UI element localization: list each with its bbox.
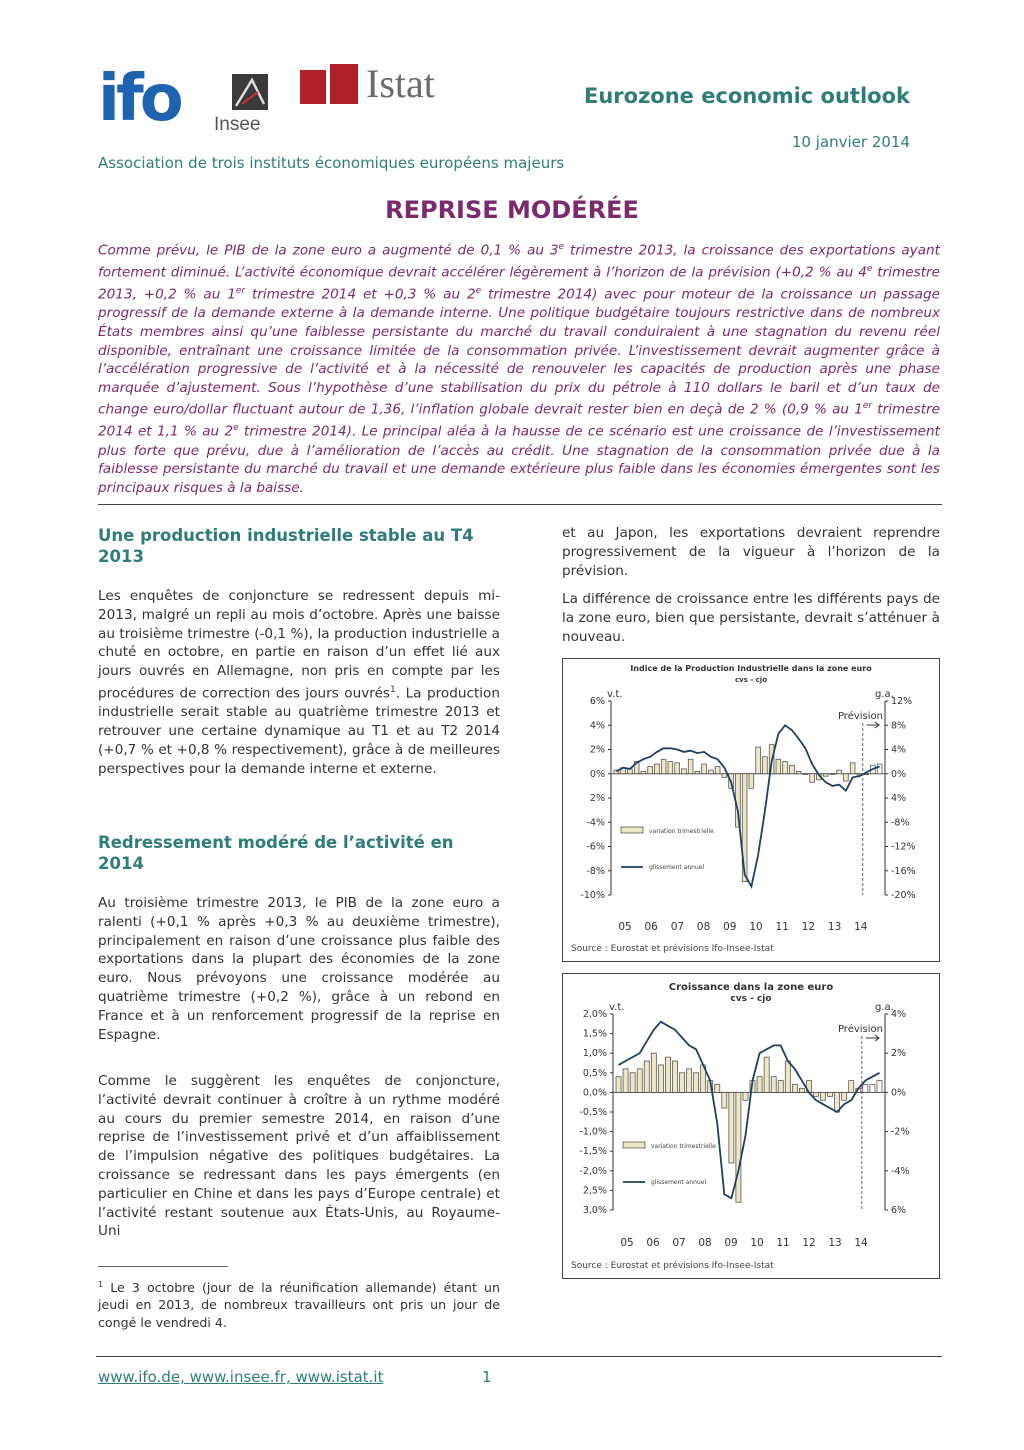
chart-title: Croissance dans la zone euro bbox=[668, 982, 834, 993]
x-tick-label: 13 bbox=[827, 921, 842, 933]
right-tick-label: -16% bbox=[891, 865, 916, 877]
left-tick-label: -6% bbox=[586, 841, 605, 853]
chart-industrial-production-svg bbox=[563, 659, 939, 961]
bar bbox=[695, 771, 700, 773]
right-tick-label: 4% bbox=[891, 744, 907, 756]
legend-bar-label: variation trimestrielle bbox=[651, 1143, 716, 1150]
bar bbox=[803, 774, 808, 775]
x-tick-label: 07 bbox=[670, 921, 685, 933]
bar bbox=[764, 1057, 769, 1092]
right-tick-label: 12% bbox=[891, 696, 913, 707]
left-axis-label: v.t. bbox=[607, 689, 623, 700]
bar bbox=[675, 763, 680, 774]
bar bbox=[687, 1069, 692, 1093]
x-tick-label: 12 bbox=[801, 921, 816, 933]
istat-logo-mark bbox=[300, 64, 358, 104]
abstract: Comme prévu, le PIB de la zone euro a augmenté de 0,1 % au 3e trimestre 2013, la croissance des exportations ayant fortement diminué. L’activité économique devrait accélérer légèrement à l’horizon de la prévision (+0,2 % au 4e trimestre 2013, +0,2 % au 1er trimestre 2014 et +0,3 % au 2e trimestre 2014) avec pour moteur de la croissance un passage progressif de la demande externe à la demande interne. Une politique budgétaire toujours restrictive dans de nombreux États membres ainsi qu’une faiblesse persistante du marché du travail conduiraient à une stagnation du revenu réel disponible, entraînant une croissance limitée de la consommation privée. L’investissement devrait augmenter grâce à l’accélération progressive de l’activité et à la nécessité de renouveler les capacités de production après une phase marquée d’ajustement. Sous l’hypothèse d’une stabilisation du prix du pétrole à 110 dollars le baril et d’un taux de change euro/dollar fluctuant autour de 1,36, l’inflation globale devrait rester bien en deçà de 2 % (0,9 % au 1er trimestre 2014 et 1,1 % au 2e trimestre 2014). Le principal aléa à la hausse de ce scénario est une croissance de l’investissement plus forte que prévu, due à l’amélioration de l’accès au crédit. Une stagnation de la consommation privée due à la faiblesse persistante du marché du travail et une demande extérieure plus faible dans les économies émergentes sont les principaux risques à la baisse. bbox=[98, 242, 940, 496]
left-tick-label: 1,5% bbox=[582, 1028, 607, 1040]
bar bbox=[644, 1061, 649, 1092]
series-line bbox=[619, 1022, 880, 1198]
main-title: REPRISE MODÉRÉE bbox=[385, 196, 639, 224]
right-tick-label: 4% bbox=[891, 793, 907, 804]
bar bbox=[682, 769, 687, 774]
bar bbox=[661, 759, 666, 774]
left-tick-label: -4% bbox=[586, 817, 605, 829]
right-tick-label: 8% bbox=[891, 720, 907, 732]
bar bbox=[743, 1092, 748, 1100]
bar bbox=[715, 1085, 720, 1093]
bar bbox=[877, 1081, 882, 1093]
publication-title: Eurozone economic outlook bbox=[583, 84, 910, 108]
left-tick-label: 2,5% bbox=[582, 1185, 607, 1197]
bar bbox=[792, 1085, 797, 1093]
bar bbox=[623, 1069, 628, 1093]
bar bbox=[785, 1061, 790, 1092]
istat-logo bbox=[300, 62, 450, 106]
left-tick-label: -1,0% bbox=[579, 1126, 607, 1138]
chart-subtitle: cvs - cjo bbox=[730, 994, 772, 1004]
bar bbox=[651, 1053, 656, 1092]
right-tick-label: -8% bbox=[891, 817, 910, 829]
series-line bbox=[616, 725, 879, 886]
footer-links[interactable]: www.ifo.de, www.insee.fr, www.istat.it bbox=[98, 1368, 384, 1386]
x-tick-label: 08 bbox=[696, 921, 711, 933]
footnote-ref[interactable]: 1 bbox=[390, 684, 396, 695]
bar bbox=[658, 1065, 663, 1092]
bar bbox=[694, 1073, 699, 1093]
x-tick-label: 07 bbox=[672, 1237, 686, 1249]
right-tick-label: 0% bbox=[891, 1087, 907, 1099]
bar bbox=[849, 1081, 854, 1093]
right-tick-label: 6% bbox=[891, 1205, 907, 1216]
bar bbox=[821, 1092, 826, 1100]
bar bbox=[736, 1092, 741, 1202]
left-tick-label: 2% bbox=[589, 744, 605, 756]
bar bbox=[850, 763, 855, 774]
x-tick-label: 05 bbox=[618, 921, 632, 933]
section-divider bbox=[98, 504, 942, 505]
chart-gdp-growth-svg bbox=[563, 974, 939, 1278]
left-tick-label: -1,5% bbox=[579, 1146, 607, 1158]
forecast-label: Prévision bbox=[837, 711, 883, 722]
ifo-logo bbox=[98, 62, 184, 128]
left-tick-label: 3,0% bbox=[582, 1205, 607, 1216]
bar bbox=[637, 1069, 642, 1093]
legend-line-label: glissement annuel bbox=[651, 1179, 707, 1186]
x-tick-label: 09 bbox=[724, 1237, 738, 1249]
left-tick-label: -8% bbox=[586, 865, 605, 877]
right-tick-label: -2% bbox=[891, 1126, 910, 1138]
x-tick-label: 06 bbox=[644, 921, 658, 933]
bar bbox=[776, 759, 781, 774]
x-tick-label: 14 bbox=[854, 1237, 868, 1249]
bar bbox=[630, 1073, 635, 1093]
bar bbox=[810, 774, 815, 782]
publication-date: 10 janvier 2014 bbox=[791, 133, 910, 151]
paragraph-exports: et au Japon, les exportations devraient reprendre progressivement de la vigueur à l’horizon de la prévision. bbox=[562, 525, 940, 579]
bar bbox=[672, 1061, 677, 1092]
legend-bar-swatch bbox=[623, 1142, 645, 1148]
right-tick-label: 4% bbox=[891, 1009, 907, 1020]
bar bbox=[668, 762, 673, 774]
x-tick-label: 11 bbox=[775, 921, 789, 933]
x-tick-label: 05 bbox=[620, 1237, 634, 1249]
footnote: $^1$ Le 3 octobre (jour de la réunification allemande) étant un jeudi en 2013, de nombreux travailleurs ont pris un jour de congé le vendredi 4. bbox=[98, 1280, 500, 1330]
bar bbox=[709, 770, 714, 774]
x-tick-label: 06 bbox=[646, 1237, 660, 1249]
bar bbox=[870, 1085, 875, 1093]
left-tick-label: -10% bbox=[580, 890, 605, 901]
right-tick-label: -4% bbox=[891, 1165, 910, 1177]
right-tick-label: -12% bbox=[891, 841, 916, 853]
bar bbox=[688, 759, 693, 774]
bar bbox=[665, 1057, 670, 1092]
bar bbox=[830, 774, 835, 775]
association-tagline: Association de trois instituts économiques européens majeurs bbox=[98, 154, 565, 172]
istat-logo-text: Istat bbox=[366, 61, 435, 106]
forecast-arrow bbox=[867, 722, 879, 728]
x-tick-label: 09 bbox=[723, 921, 737, 933]
bar bbox=[722, 1092, 727, 1108]
left-tick-label: 2,0% bbox=[582, 1009, 607, 1020]
left-tick-label: 0% bbox=[589, 768, 605, 780]
bar bbox=[796, 771, 801, 773]
bar bbox=[616, 1077, 621, 1093]
chart-source: Source : Eurostat et prévisions Ifo-Insee-Istat bbox=[571, 944, 774, 954]
x-tick-label: 13 bbox=[828, 1237, 842, 1249]
ifo-logo-graphic bbox=[98, 62, 184, 128]
bar bbox=[783, 762, 788, 774]
paragraph-divergence: La différence de croissance entre les différents pays de la zone euro, bien que persistante, devrait s’atténuer à nouveau. bbox=[562, 591, 940, 645]
paragraph-gdp: Au troisième trimestre 2013, le PIB de la zone euro a ralenti (+0,1 % après +0,3 % au deuxième trimestre), principalement en raison d’une croissance plus faible des exportations dans la plupart des économies de la zone euro. Nous prévoyons une croissance modérée au quatrième trimestre (+0,2 %), grâce à un rebond en France et à un renforcement progressif de la reprise en Espagne. bbox=[98, 895, 500, 1043]
bar bbox=[722, 774, 727, 778]
x-tick-label: 08 bbox=[698, 1237, 712, 1249]
left-tick-label: -2,0% bbox=[579, 1165, 607, 1177]
chart-industrial-production bbox=[562, 658, 940, 962]
left-tick-label: 6% bbox=[589, 696, 605, 707]
right-tick-label: 2% bbox=[891, 1048, 907, 1060]
legend-bar-label: variation trimestrielle bbox=[649, 828, 714, 835]
left-tick-label: 0,0% bbox=[582, 1087, 607, 1099]
bar bbox=[837, 770, 842, 774]
bar bbox=[749, 774, 754, 789]
left-axis-label: v.t. bbox=[609, 1002, 625, 1013]
bar bbox=[679, 1073, 684, 1093]
x-tick-label: 11 bbox=[776, 1237, 790, 1249]
bar bbox=[771, 1077, 776, 1093]
bar bbox=[641, 771, 646, 773]
right-tick-label: -20% bbox=[891, 890, 916, 901]
left-tick-label: 1,0% bbox=[582, 1048, 607, 1060]
bar bbox=[863, 1085, 868, 1093]
chart-gdp-growth bbox=[562, 973, 940, 1279]
footnote-divider bbox=[98, 1266, 228, 1267]
forecast-label: Prévision bbox=[837, 1024, 883, 1035]
x-tick-label: 10 bbox=[749, 921, 763, 933]
legend-bar-swatch bbox=[621, 827, 643, 833]
paragraph-production: Les enquêtes de conjoncture se redressent depuis mi-2013, malgré un repli au mois d’octobre. Après une baisse au troisième trimestre (-0,1 %), la production industrielle a chuté en octobre, en partie en raison d’un effet lié aux jours ouvrés en Allemagne, non pris en compte par les procédures de correction des jours ouvrés$^1$. La production industrielle serait stable au quatrième trimestre 2013 et retrouver une certaine dynamique au T1 et au T2 2014 (+0,7 % et +0,8 % respectivement), grâce à de meilleures perspectives pour la demande interne et externe. bbox=[98, 588, 500, 777]
bar bbox=[648, 766, 653, 773]
left-tick-label: 4% bbox=[589, 720, 605, 732]
forecast-arrow bbox=[866, 1035, 879, 1041]
insee-logo-mark bbox=[232, 74, 268, 110]
bar bbox=[715, 766, 720, 773]
bar bbox=[823, 774, 828, 776]
bar bbox=[844, 774, 849, 781]
legend-line-label: glissement annuel bbox=[649, 864, 705, 871]
left-tick-label: 0,5% bbox=[582, 1067, 607, 1079]
bar bbox=[877, 764, 882, 774]
right-axis-label: g.a. bbox=[875, 689, 894, 700]
footer-divider bbox=[96, 1356, 942, 1357]
x-tick-label: 14 bbox=[854, 921, 868, 933]
right-tick-label: 0% bbox=[891, 768, 907, 780]
chart-title: Indice de la Production Industrielle dans la zone euro bbox=[630, 664, 872, 673]
chart-source: Source : Eurostat et prévisions Ifo-Insee-Istat bbox=[571, 1261, 774, 1271]
x-tick-label: 12 bbox=[802, 1237, 816, 1249]
x-tick-label: 10 bbox=[750, 1237, 764, 1249]
section-heading-activity: Redressement modéré de l’activité en 2014 bbox=[98, 833, 454, 873]
bar bbox=[756, 747, 761, 774]
bar bbox=[757, 1077, 762, 1093]
bar bbox=[790, 765, 795, 773]
insee-logo-text: Insee bbox=[214, 114, 261, 135]
bar bbox=[655, 764, 660, 774]
left-tick-label: -0,5% bbox=[579, 1107, 607, 1118]
bar bbox=[813, 1092, 818, 1096]
bar bbox=[799, 1088, 804, 1092]
bar bbox=[702, 764, 707, 774]
bar bbox=[828, 1092, 833, 1096]
bar bbox=[729, 1092, 734, 1163]
bar bbox=[763, 757, 768, 774]
chart-subtitle: cvs - cjo bbox=[734, 676, 768, 684]
section-heading-production: Une production industrielle stable au T4 2013 bbox=[98, 526, 474, 566]
right-axis-label: g.a. bbox=[875, 1002, 894, 1013]
left-tick-label: 2% bbox=[589, 793, 605, 804]
bar bbox=[842, 1092, 847, 1100]
page-number: 1 bbox=[482, 1368, 492, 1386]
ifo-logo-text: ifo bbox=[98, 62, 180, 128]
paragraph-outlook: Comme le suggèrent les enquêtes de conjoncture, l’activité devrait continuer à croître à un rythme modéré au cours du premier semestre 2014, en raison d’une reprise de l’investissement privé et d’un affaiblissement de l’impulsion négative des politiques budgétaires. La croissance se redressant dans les pays émergents (en particulier en Chine et dans les pays d’Europe centrale) et l’activité restant soutenue aux États-Unis, au Royaume-Uni bbox=[98, 1073, 500, 1240]
insee-logo bbox=[214, 74, 278, 136]
bar bbox=[778, 1081, 783, 1093]
